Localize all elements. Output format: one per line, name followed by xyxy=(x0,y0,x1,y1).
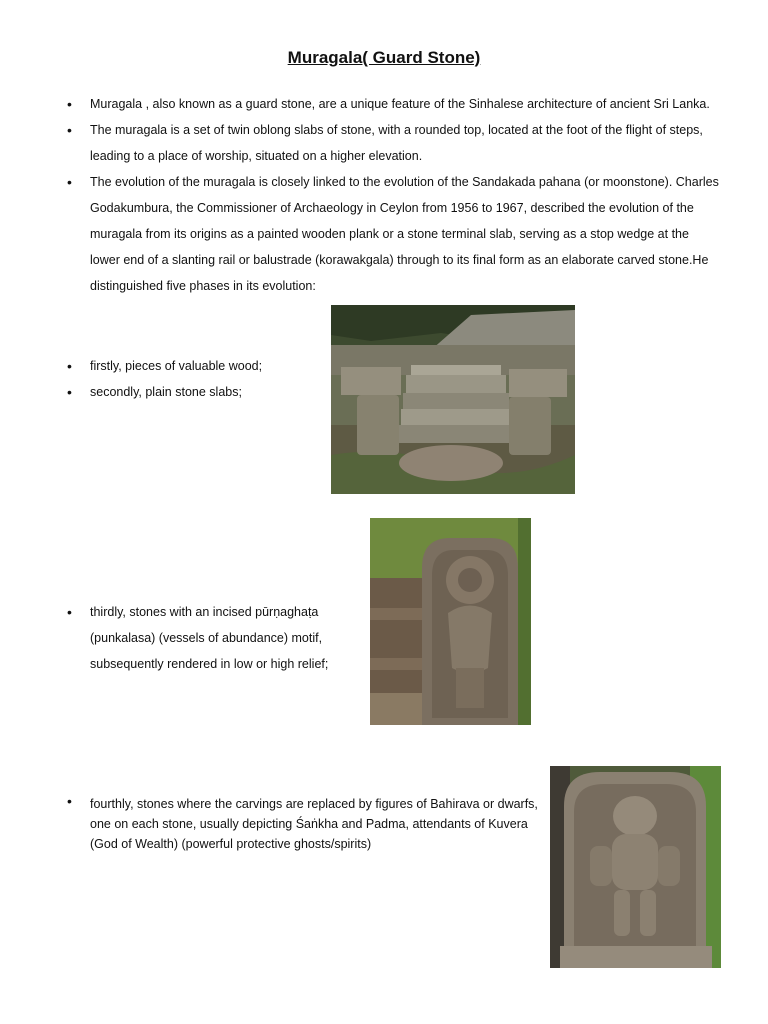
photo-punkalasa-guard-stone xyxy=(370,518,531,725)
list-item: • secondly, plain stone slabs; xyxy=(66,379,326,405)
list-item: • The muragala is a set of twin oblong slabs of stone, with a rounded top, located at the foot of the flight of steps, leading to a place of worship, situated on a higher elevation. xyxy=(66,117,726,169)
document-title: Muragala( Guard Stone) xyxy=(287,48,481,67)
phase-bullet-list-3 xyxy=(66,794,541,854)
list-item: • Muragala , also known as a guard stone, are a unique feature of the Sinhalese architecture of ancient Sri Lanka. xyxy=(66,91,726,117)
intro-bullet-list xyxy=(66,91,726,299)
phase-bullet-list-1 xyxy=(66,353,326,405)
list-item: • firstly, pieces of valuable wood; xyxy=(66,353,326,379)
phase-bullet-list-2 xyxy=(66,599,344,677)
list-item: • thirdly, stones with an incised pūrṇaghaṭa (punkalasa) (vessels of abundance) motif, subsequently rendered in low or high relief; xyxy=(66,599,344,677)
photo-steps-guard-stones xyxy=(331,305,575,494)
photo-dwarf-guard-stone xyxy=(550,766,721,968)
list-item: • The evolution of the muragala is closely linked to the evolution of the Sandakada pahana (or moonstone). Charles Godakumbura, the Commissioner of Archaeology in Ceylon from 1956 to 1967, described the evolution of the muragala from its origins as a painted wooden plank or a stone terminal slab, serving as a stop wedge at the lower end of a slanting rail or balustrade (korawakgala) through to its final form as an elaborate carved stone.He distinguished five phases in its evolution: xyxy=(66,169,720,299)
list-item: • fourthly, stones where the carvings are replaced by figures of Bahirava or dwarfs, one on each stone, usually depicting Śaṅkha and Padma, attendants of Kuvera (God of Wealth) (powerful protective ghosts/spirits) xyxy=(66,794,541,854)
